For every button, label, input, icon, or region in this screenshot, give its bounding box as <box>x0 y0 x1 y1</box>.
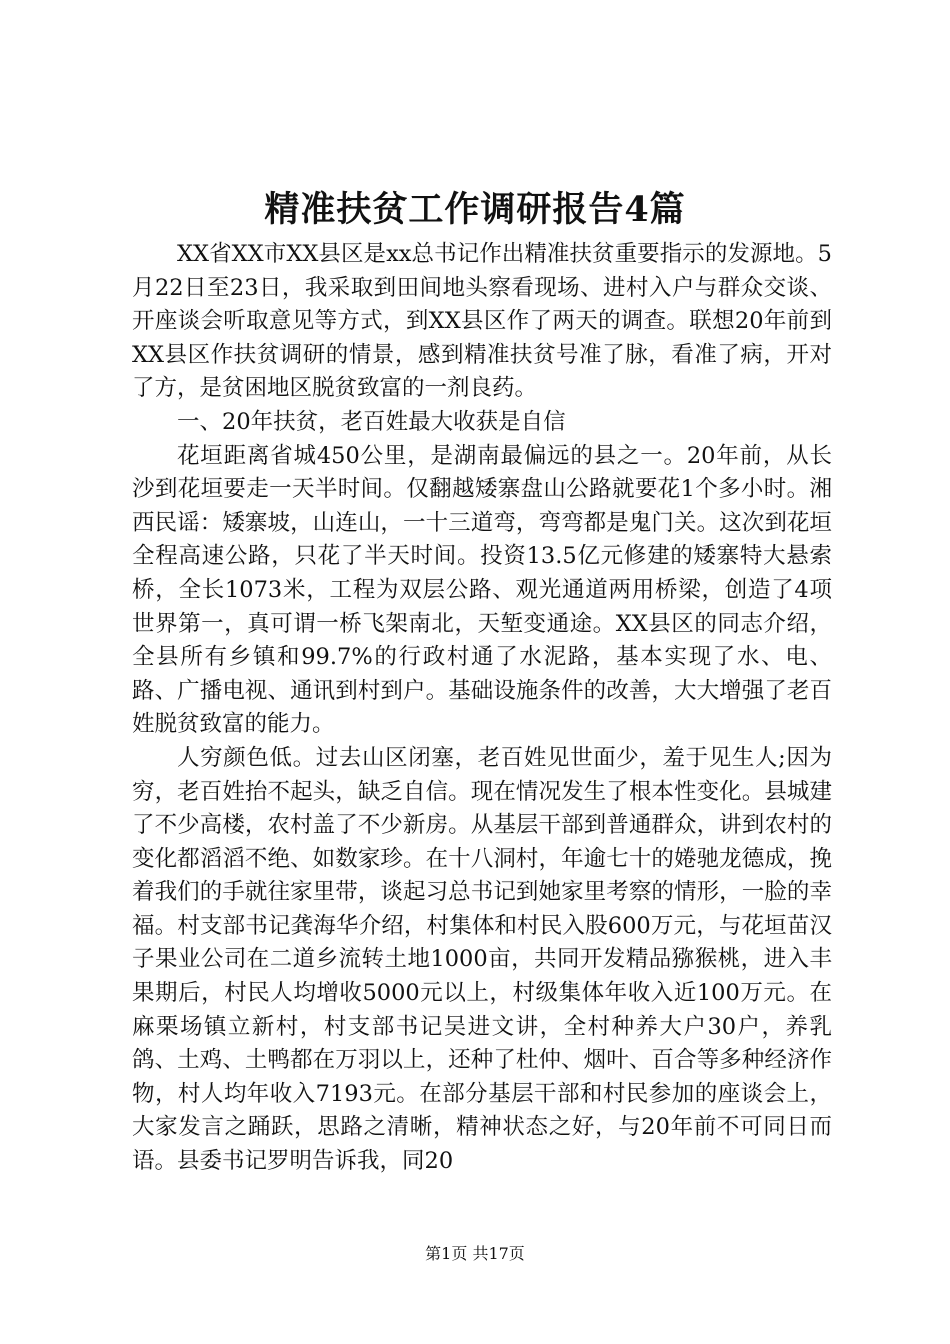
paragraph-confidence: 人穷颜色低。过去山区闭塞，老百姓见世面少，羞于见生人;因为穷，老百姓抬不起头，缺乏自信。现在情况发生了根本性变化。县城建了不少高楼，农村盖了不少新房。从基层干部到普通群众，讲到农村的变化都滔滔不绝、如数家珍。在十八洞村，年逾七十的婘驰龙德成，挽着我们的手就往家里带，谈起习总书记到她家里考察的情形，一脸的幸福。村支部书记龚海华介绍，村集体和村民入股600万元，与花垣苗汉子果业公司在二道乡流转土地1000亩，共同开发精品猕猴桃，进入丰果期后，村民人均增收5000元以上，村级集体年收入近100万元。在麻栗场镇立新村，村支部书记吴进文讲，全村种养大户30户，养乳鸽、土鸡、土鸭都在万羽以上，还种了杜仲、烟叶、百合等多种经济作物，村人均年收入7193元。在部分基层干部和村民参加的座谈会上，大家发言之踊跃，思路之清晰，精神状态之好，与20年前不可同日而语。县委书记罗明告诉我，同20 <box>132 744 832 1175</box>
document-title: 精准扶贫工作调研报告4篇 <box>264 189 686 230</box>
paragraph-intro: XX省XX市XX县区是xx总书记作出精准扶贫重要指示的发源地。5月22日至23日，我采取到田间地头察看现场、进村入户与群众交谈、开座谈会听取意见等方式，到XX县区作了两天的调查。联想20年前到XX县区作扶贫调研的情景，感到精准扶贫号准了脉，看准了病，开对了方，是贫困地区脱贫致富的一剂良药。 <box>132 241 832 402</box>
document-body <box>132 238 832 1179</box>
section-heading: 一、20年扶贫，老百姓最大收获是自信 <box>177 408 566 435</box>
page-footer: 第1页 共17页 <box>425 1244 525 1263</box>
paragraph-infrastructure: 花垣距离省城450公里，是湖南最偏远的县之一。20年前，从长沙到花垣要走一天半时间。仅翻越矮寨盘山公路就要花1个多小时。湘西民谣：矮寨坡，山连山，一十三道弯，弯弯都是鬼门关。这次到花垣全程高速公路，只花了半天时间。投资13.5亿元修建的矮寨特大悬索桥，全长1073米，工程为双层公路、观光通道两用桥梁，创造了4项世界第一，真可谓一桥飞架南北，天堑变通途。XX县区的同志介绍，全县所有乡镇和99.7%的行政村通了水泥路，基本实现了水、电、路、广播电视、通讯到村到户。基础设施条件的改善，大大增强了老百姓脱贫致富的能力。 <box>132 442 832 738</box>
